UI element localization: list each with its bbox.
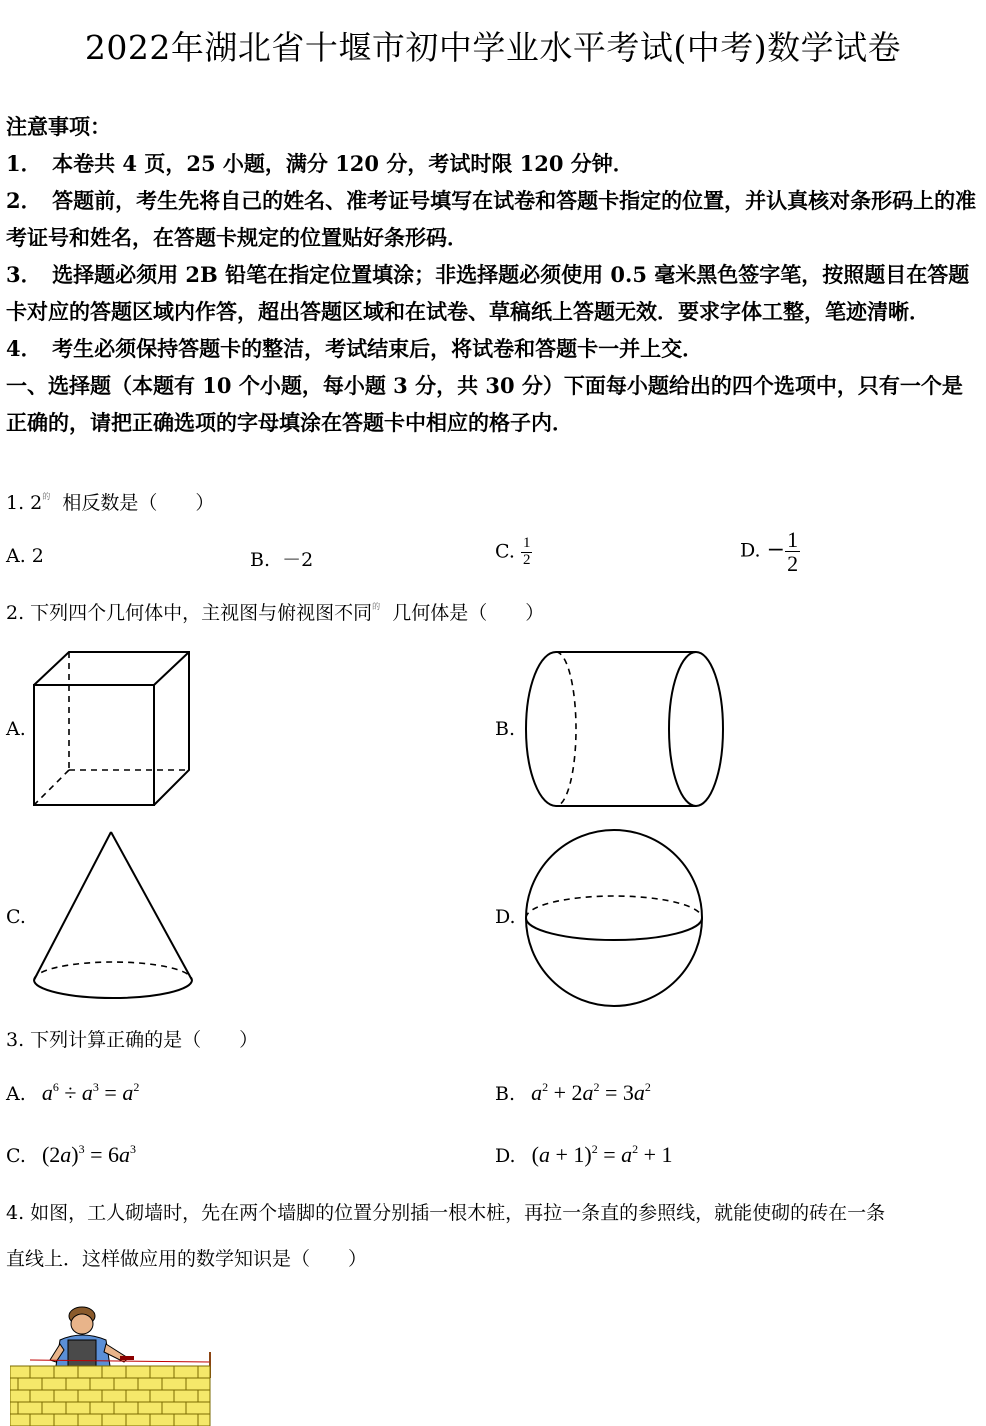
cylinder-icon: [520, 648, 728, 810]
formula-a: $a^6 \div a^3 = a^2$: [41, 1080, 140, 1105]
note-item-4: 4． 考生必须保持答题卡的整洁，考试结束后，将试卷和答题卡一并上交．: [6, 336, 704, 361]
formula-d: $(a + 1)^2 = a^2 + 1$: [531, 1142, 673, 1167]
section-heading: 一、选择题（本题有 10 个小题，每小题 3 分，共 30 分）下面每小题给出的四个选项中，只有一个是正确的，请把正确选项的字母填涂在答题卡中相应的格子内．: [6, 373, 963, 435]
question-1-stem: 1. $2^的$ 相反数是（ ）: [6, 492, 215, 514]
page-title: 2022年湖北省十堰市初中学业水平考试(中考)数学试卷: [84, 28, 902, 67]
cube-icon: [30, 648, 195, 810]
exam-notes: [6, 108, 981, 441]
question-3-stem: 3. 下列计算正确的是（ ）: [6, 1029, 259, 1051]
q3-option-c: C. $(2a)^3 = 6a^3$: [6, 1142, 137, 1167]
sphere-icon: [522, 826, 706, 1010]
q3-option-b: B. $a^2 + 2a^2 = 3a^2$: [495, 1080, 651, 1105]
formula-c: $(2a)^3 = 6a^3$: [41, 1142, 137, 1167]
question-2-stem: 2. 下列四个几何体中，主视图与俯视图不同$^的$ 几何体是（ ）: [6, 602, 545, 624]
q2-option-c-label: C.: [6, 906, 26, 928]
char-marker: 的: [42, 492, 51, 501]
note-item-1: 1． 本卷共 4 页，25 小题，满分 120 分，考试时限 120 分钟．: [6, 151, 634, 176]
q1-option-c: C. $\frac{1}{2}$: [495, 535, 531, 568]
brick-wall: [10, 1366, 210, 1426]
note-item-3: 3． 选择题必须用 2B 铅笔在指定位置填涂；非选择题必须使用 0.5 毫米黑色签字笔，按照题目在答题卡对应的答题区域内作答，超出答题区域和在试卷、草稿纸上答题无效．要求字体工整，笔迹清晰．: [6, 262, 970, 324]
q1-option-a: A. 2: [6, 545, 44, 567]
q2-option-d-label: D.: [495, 906, 516, 928]
question-4-line-1: 4. 如图，工人砌墙时，先在两个墙脚的位置分别插一根木桩，再拉一条直的参照线，就能使砌的砖在一条: [6, 1202, 886, 1224]
q2-option-b-label: B.: [495, 718, 516, 740]
notes-heading: 注意事项：: [6, 114, 111, 139]
cone-icon: [30, 828, 200, 1003]
question-4-line-2: 直线上．这样做应用的数学知识是（ ）: [6, 1248, 368, 1270]
q3-option-a: A. $a^6 \div a^3 = a^2$: [6, 1080, 140, 1105]
fraction: $\frac{1}{2}$: [522, 535, 531, 568]
note-item-2: 2． 答题前，考生先将自己的姓名、准考证号填写在试卷和答题卡指定的位置，并认真核对条形码上的准考证号和姓名，在答题卡规定的位置贴好条形码．: [6, 188, 977, 250]
q1-option-d: D. − $\frac{1}{2}$: [740, 527, 799, 577]
q3-option-d: D. $(a + 1)^2 = a^2 + 1$: [495, 1142, 673, 1167]
bricklayer-illustration: [10, 1300, 220, 1426]
q2-option-a-label: A.: [6, 718, 26, 740]
q1-option-b: B. －2: [250, 549, 314, 571]
fraction: $\frac{1}{2}$: [787, 527, 799, 577]
char-marker: 的: [372, 602, 381, 611]
formula-b: $a^2 + 2a^2 = 3a^2$: [531, 1080, 651, 1105]
